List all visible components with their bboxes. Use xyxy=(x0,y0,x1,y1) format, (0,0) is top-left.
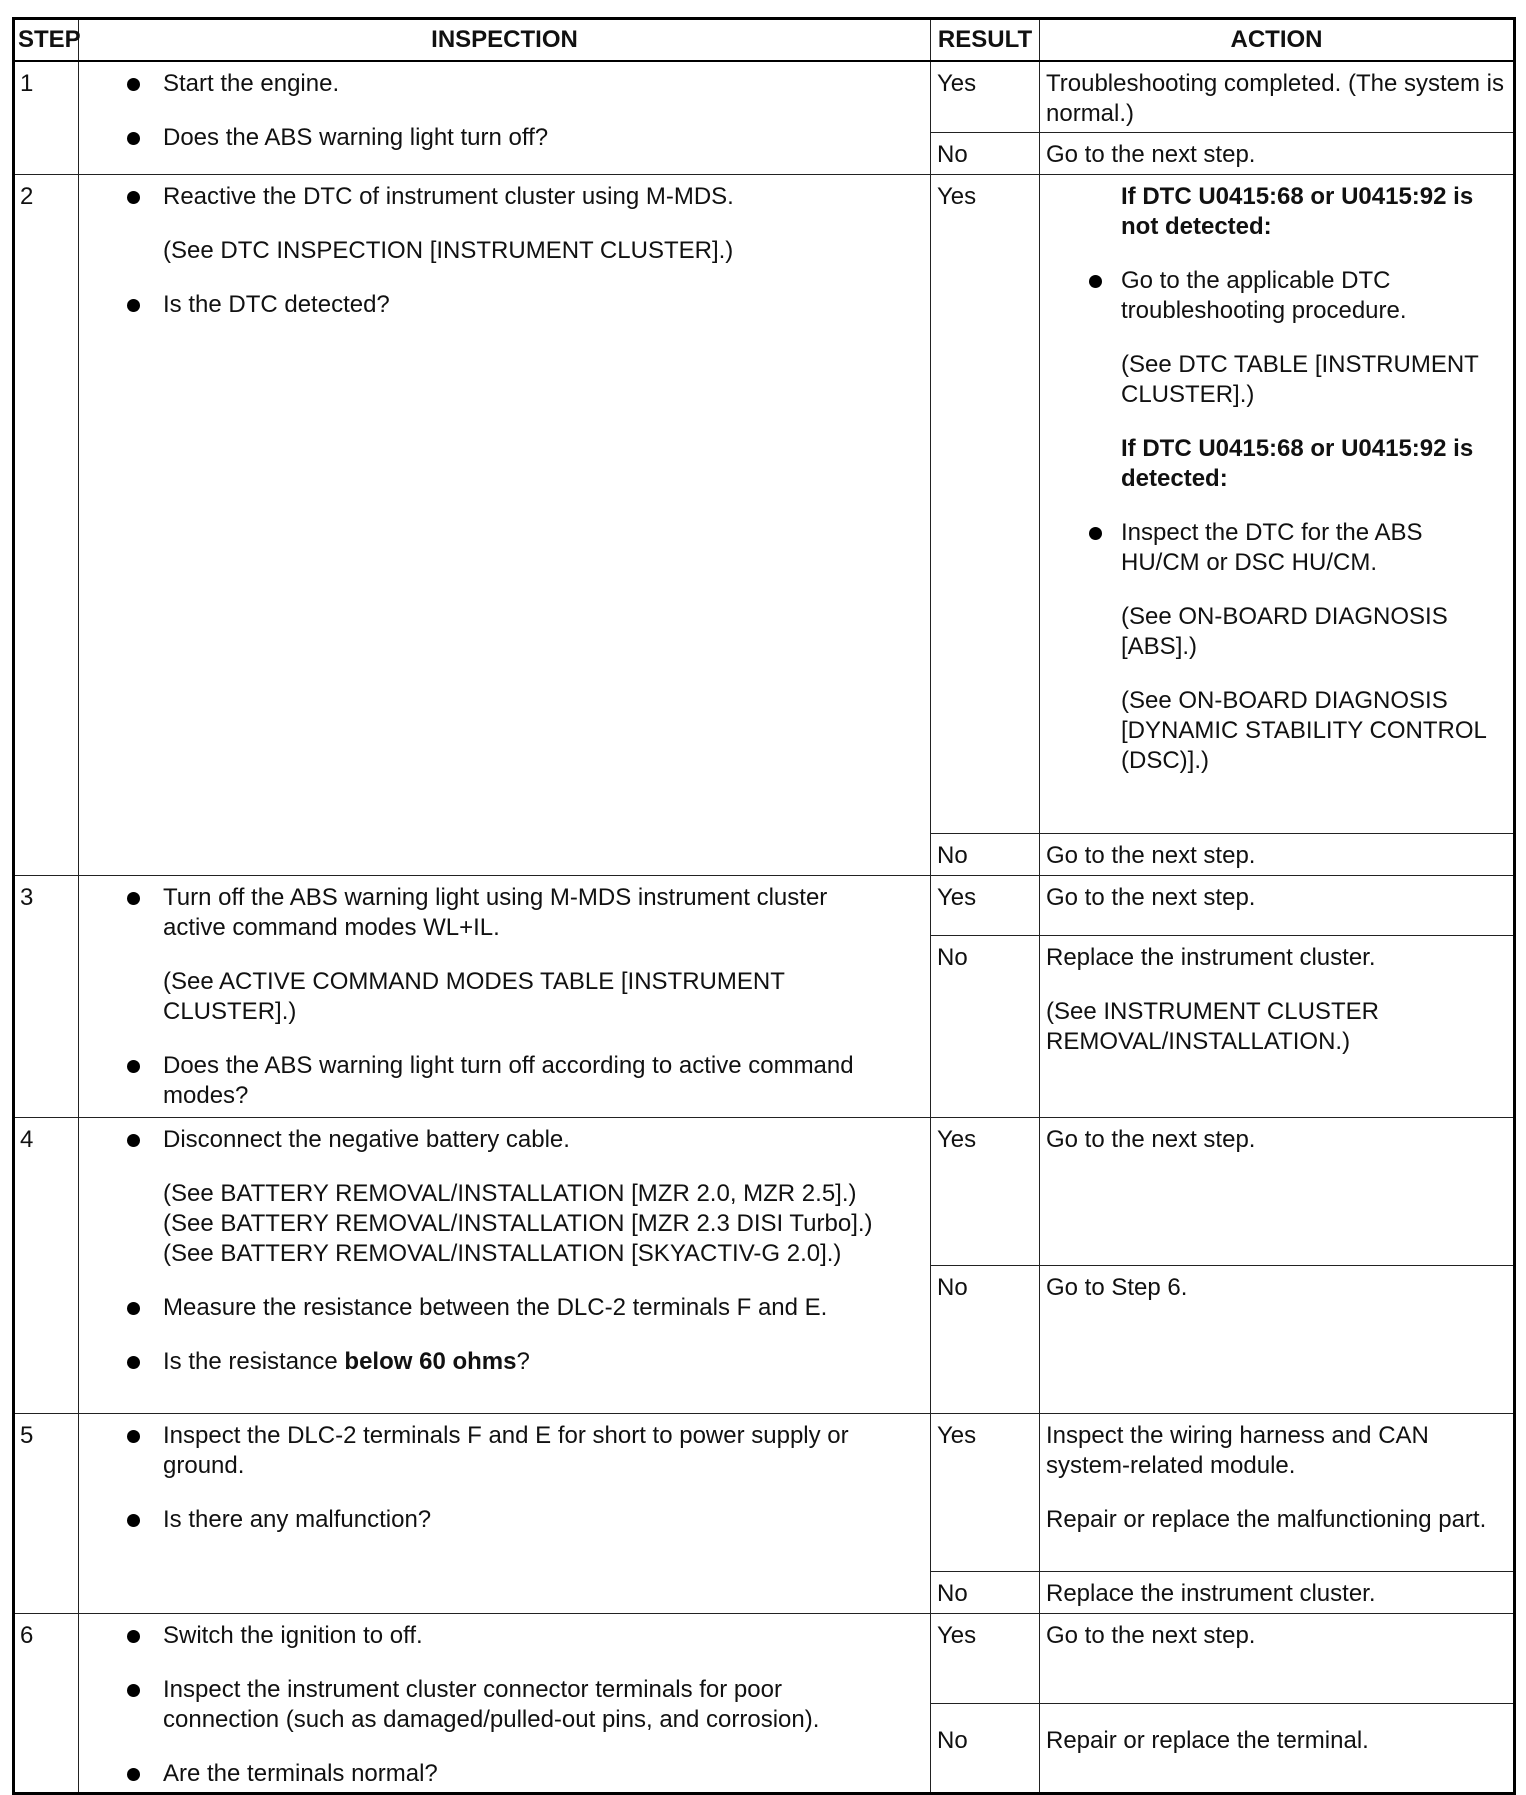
inspection-reference: (See ACTIVE COMMAND MODES TABLE [INSTRUMENT CLUSTER].) xyxy=(163,967,785,1025)
inspection-cell xyxy=(79,61,931,174)
inspection-cell xyxy=(79,875,931,1117)
result-yes: Yes xyxy=(931,1117,1040,1265)
action-cell xyxy=(1040,1413,1515,1571)
step-number: 6 xyxy=(14,1613,79,1793)
text-segment: ? xyxy=(516,1347,530,1375)
result-no: No xyxy=(931,833,1040,875)
action-text: Repair or replace the terminal. xyxy=(1040,1703,1515,1793)
action-text: Go to the next step. xyxy=(1040,1117,1515,1265)
action-item: Go to the applicable DTC troubleshooting procedure. xyxy=(1046,266,1505,326)
table-row xyxy=(14,875,1515,935)
action-text: Go to Step 6. xyxy=(1040,1265,1515,1413)
step-number: 2 xyxy=(14,174,79,875)
table-row xyxy=(14,1613,1515,1703)
inspection-item xyxy=(163,1347,880,1377)
header-action: ACTION xyxy=(1040,19,1515,62)
inspection-item: Are the terminals normal? xyxy=(163,1759,880,1789)
action-reference: (See ON-BOARD DIAGNOSIS [DYNAMIC STABILITY CONTROL (DSC)].) xyxy=(1121,686,1486,774)
header-inspection: INSPECTION xyxy=(79,19,931,62)
inspection-item: Inspect the DLC-2 terminals F and E for short to power supply or ground. xyxy=(163,1421,880,1481)
inspection-item: Start the engine. xyxy=(163,69,880,99)
inspection-item: Turn off the ABS warning light using M-MDS instrument cluster active command modes WL+IL. xyxy=(163,883,880,943)
troubleshooting-table xyxy=(12,17,1516,1795)
result-no: No xyxy=(931,1571,1040,1613)
inspection-item: Reactive the DTC of instrument cluster using M-MDS. xyxy=(163,182,880,212)
action-text: Go to the next step. xyxy=(1040,875,1515,935)
header-row xyxy=(14,19,1515,62)
result-yes: Yes xyxy=(931,875,1040,935)
result-yes: Yes xyxy=(931,1413,1040,1571)
inspection-cell xyxy=(79,1413,931,1613)
action-reference: (See INSTRUMENT CLUSTER REMOVAL/INSTALLATION.) xyxy=(1046,997,1379,1055)
inspection-item: Does the ABS warning light turn off according to active command modes? xyxy=(163,1051,880,1111)
inspection-item: Is there any malfunction? xyxy=(163,1505,880,1535)
result-no: No xyxy=(931,935,1040,1117)
action-text: Inspect the wiring harness and CAN system-related module. xyxy=(1046,1421,1429,1479)
step-number: 1 xyxy=(14,61,79,174)
header-result: RESULT xyxy=(931,19,1040,62)
step-number: 5 xyxy=(14,1413,79,1613)
action-text: Go to the next step. xyxy=(1040,132,1515,174)
inspection-item: Is the DTC detected? xyxy=(163,290,880,320)
action-cell xyxy=(1040,935,1515,1117)
action-text: Go to the next step. xyxy=(1040,833,1515,875)
action-condition-heading: If DTC U0415:68 or U0415:92 is not detected: xyxy=(1121,182,1474,240)
action-reference: (See DTC TABLE [INSTRUMENT CLUSTER].) xyxy=(1121,350,1479,408)
inspection-item: Inspect the instrument cluster connector terminals for poor connection (such as damaged/pulled-out pins, and corrosion). xyxy=(163,1675,880,1735)
inspection-cell xyxy=(79,1613,931,1793)
table-row xyxy=(14,1413,1515,1571)
table-row xyxy=(14,61,1515,132)
inspection-item: Switch the ignition to off. xyxy=(163,1621,880,1651)
inspection-reference: (See BATTERY REMOVAL/INSTALLATION [MZR 2.0, MZR 2.5].)(See BATTERY REMOVAL/INSTALLATION [MZR 2.3 DISI Turbo].)(See BATTERY REMOVAL/INSTALLATION [SKYACTIV-G 2.0].) xyxy=(163,1179,873,1267)
action-item: Inspect the DTC for the ABS HU/CM or DSC HU/CM. xyxy=(1046,518,1505,578)
result-yes: Yes xyxy=(931,61,1040,132)
inspection-reference: (See DTC INSPECTION [INSTRUMENT CLUSTER].) xyxy=(163,236,734,264)
inspection-item: Measure the resistance between the DLC-2 terminals F and E. xyxy=(163,1293,880,1323)
result-no: No xyxy=(931,1703,1040,1793)
inspection-item: Disconnect the negative battery cable. xyxy=(163,1125,880,1155)
header-step: STEP xyxy=(14,19,79,62)
text-segment: Is the resistance xyxy=(163,1347,345,1375)
action-condition-heading: If DTC U0415:68 or U0415:92 is detected: xyxy=(1121,434,1474,492)
action-cell xyxy=(1040,174,1515,833)
action-text: Troubleshooting completed. (The system is normal.) xyxy=(1040,61,1515,132)
inspection-cell xyxy=(79,1117,931,1413)
table-row xyxy=(14,174,1515,833)
action-text: Replace the instrument cluster. xyxy=(1046,943,1376,971)
result-yes: Yes xyxy=(931,1613,1040,1703)
action-text: Replace the instrument cluster. xyxy=(1040,1571,1515,1613)
emphasized-text: below 60 ohms xyxy=(344,1347,517,1375)
inspection-cell xyxy=(79,174,931,875)
action-text: Go to the next step. xyxy=(1040,1613,1515,1703)
table-row xyxy=(14,1117,1515,1265)
step-number: 4 xyxy=(14,1117,79,1413)
result-no: No xyxy=(931,1265,1040,1413)
inspection-item: Does the ABS warning light turn off? xyxy=(163,123,880,153)
result-no: No xyxy=(931,132,1040,174)
action-text: Repair or replace the malfunctioning part. xyxy=(1046,1505,1487,1533)
action-reference: (See ON-BOARD DIAGNOSIS [ABS].) xyxy=(1121,602,1448,660)
step-number: 3 xyxy=(14,875,79,1117)
result-yes: Yes xyxy=(931,174,1040,833)
